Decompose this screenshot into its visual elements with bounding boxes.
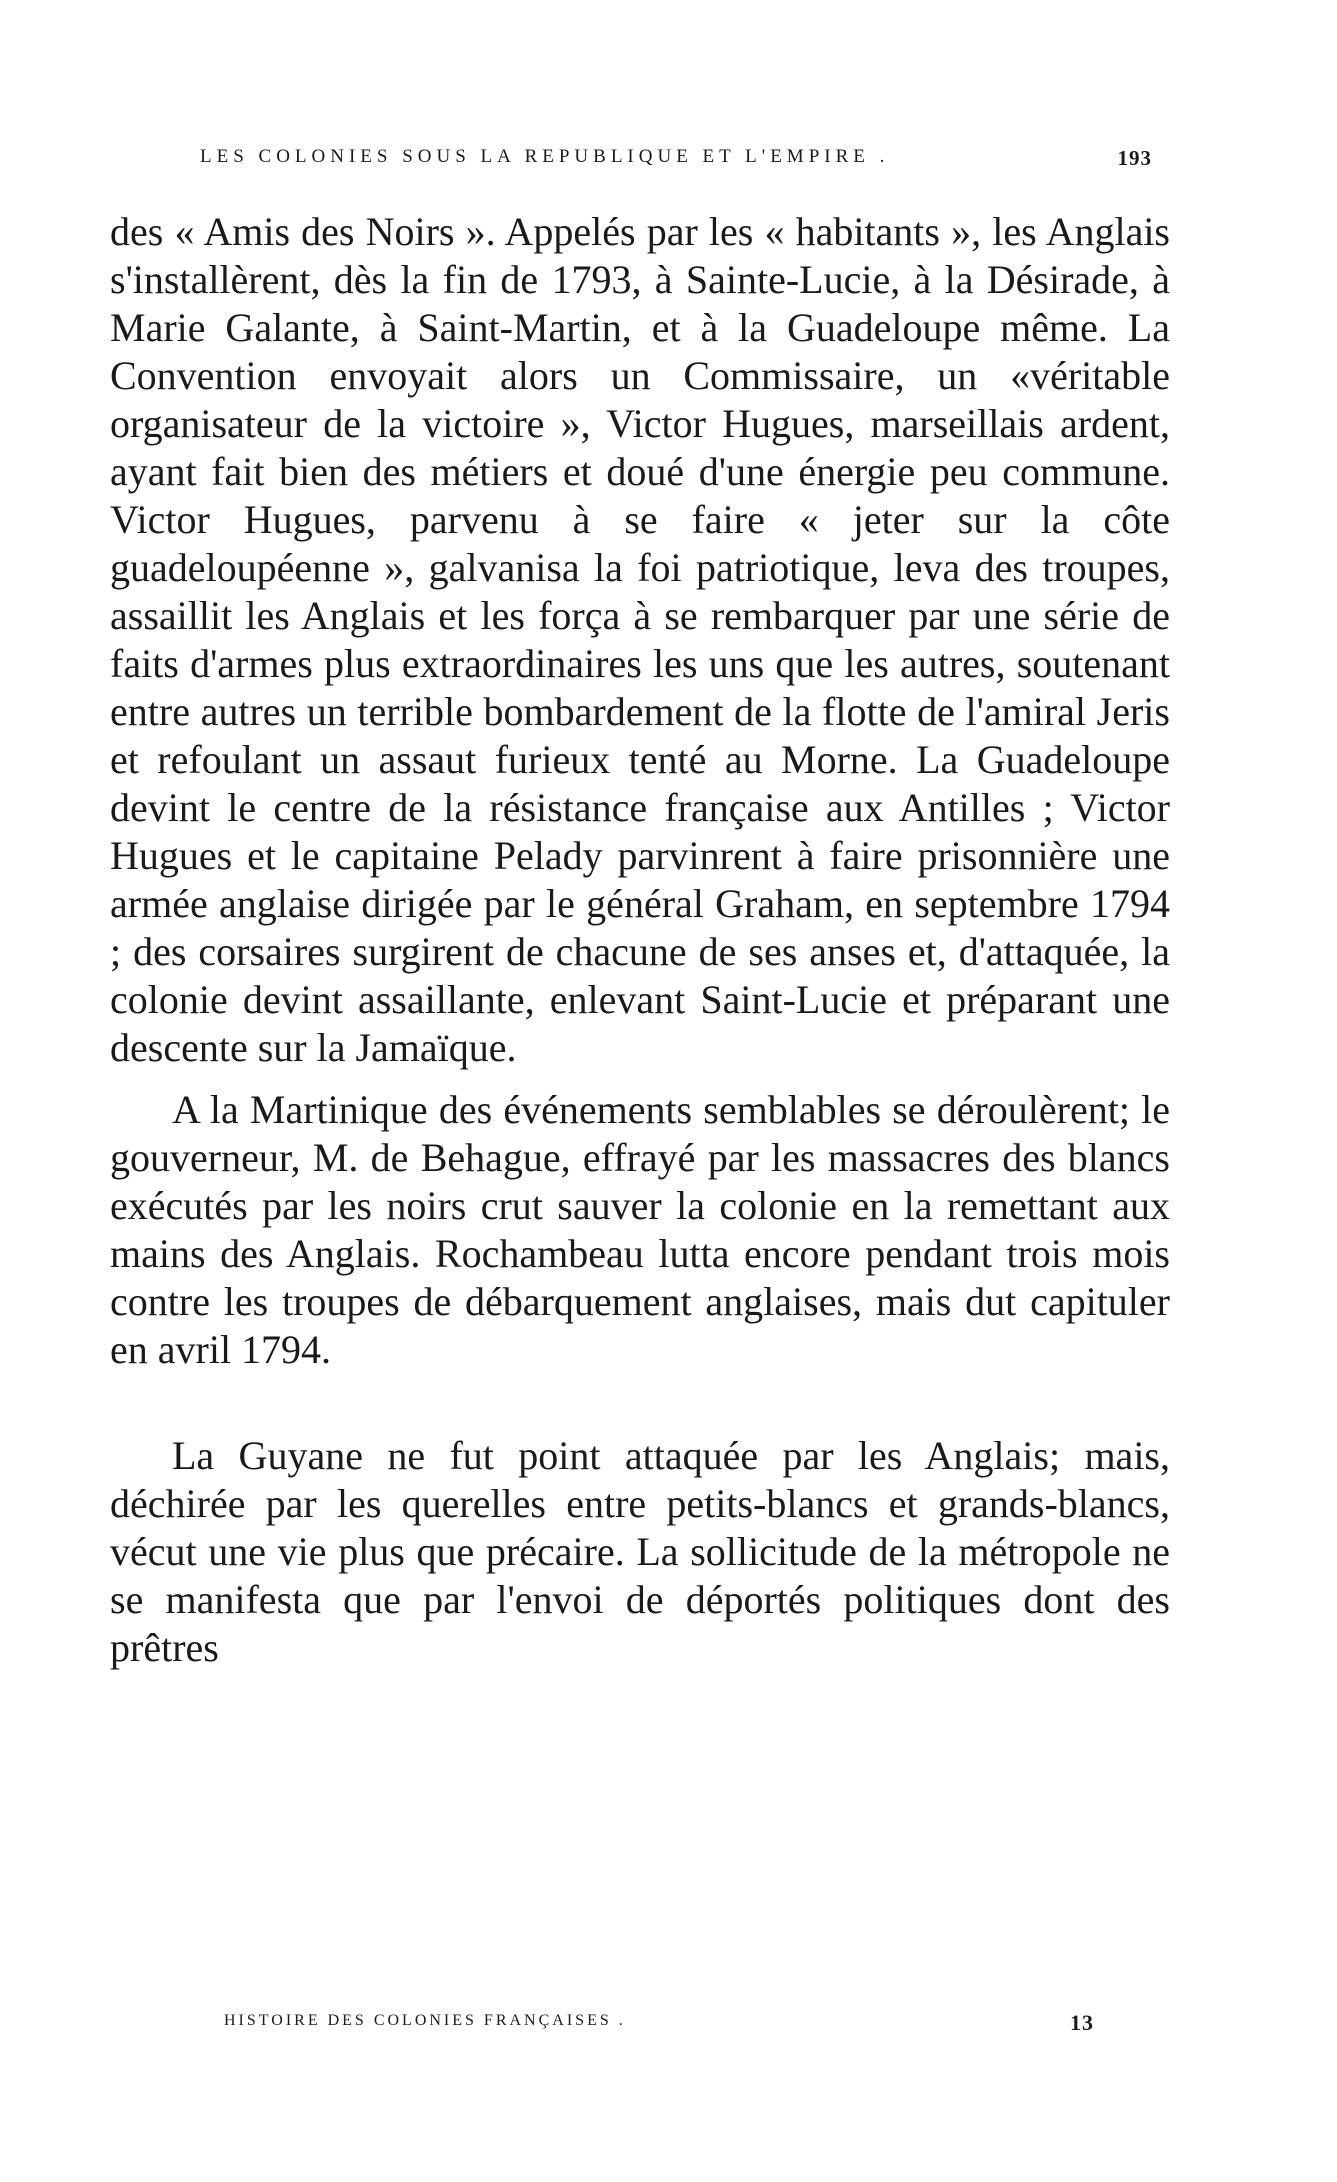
printer-signature bbox=[224, 2012, 1094, 2042]
running-title: LES COLONIES SOUS LA REPUBLIQUE ET L'EMPIRE . bbox=[200, 146, 890, 167]
paragraph-2: A la Martinique des événements semblables se déroulèrent; le gouverneur, M. de Behague, effrayé par les massacres des blancs exécutés par les noirs crut sauver la colonie en la remettant aux mains des Anglais. Rochambeau lutta encore pendant trois mois contre les troupes de débarquement anglaises, mais dut capituler en avril 1794. bbox=[110, 1087, 1170, 1372]
signature-number: 13 bbox=[1070, 2010, 1094, 2035]
page-number: 193 bbox=[1117, 146, 1152, 170]
paragraph-3: La Guyane ne fut point attaquée par les Anglais; mais, déchirée par les querelles entre petits-blancs et grands-blancs, vécut une vie plus que précaire. La sollicitude de la métropole ne se manifesta que par l'envoi de déportés politiques dont des prêtres bbox=[110, 1433, 1170, 1670]
running-head bbox=[200, 146, 1152, 176]
signature-title: HISTOIRE DES COLONIES FRANÇAISES . bbox=[224, 2012, 626, 2029]
paragraph-1: des « Amis des Noirs ». Appelés par les « habitants », les Anglais s'installèrent, dès la fin de 1793, à Sainte-Lucie, à la Désirade, à Marie Galante, à Saint-Martin, et à la Guadeloupe même. La Convention envoyait alors un Commissaire, un «véritable organisateur de la victoire », Victor Hugues, marseillais ardent, ayant fait bien des métiers et doué d'une énergie peu commune. Victor Hugues, parvenu à se faire « jeter sur la côte guadeloupéenne », galvanisa la foi patriotique, leva des troupes, assaillit les Anglais et les força à se rembarquer par une série de faits d'armes plus extraordinaires les uns que les autres, soutenant entre autres un terrible bombardement de la flotte de l'amiral Jeris et refoulant un assaut furieux tenté au Morne. La Guadeloupe devint le centre de la résistance française aux Antilles ; Victor Hugues et le capitaine Pelady parvinrent à faire prisonnière une armée anglaise dirigée par le général Graham, en septembre 1794 ; des corsaires surgirent de chacune de ses anses et, d'attaquée, la colonie devint assaillante, enlevant Saint-Lucie et préparant une descente sur la Jamaïque. bbox=[110, 209, 1170, 1070]
body-text bbox=[110, 208, 1170, 1672]
